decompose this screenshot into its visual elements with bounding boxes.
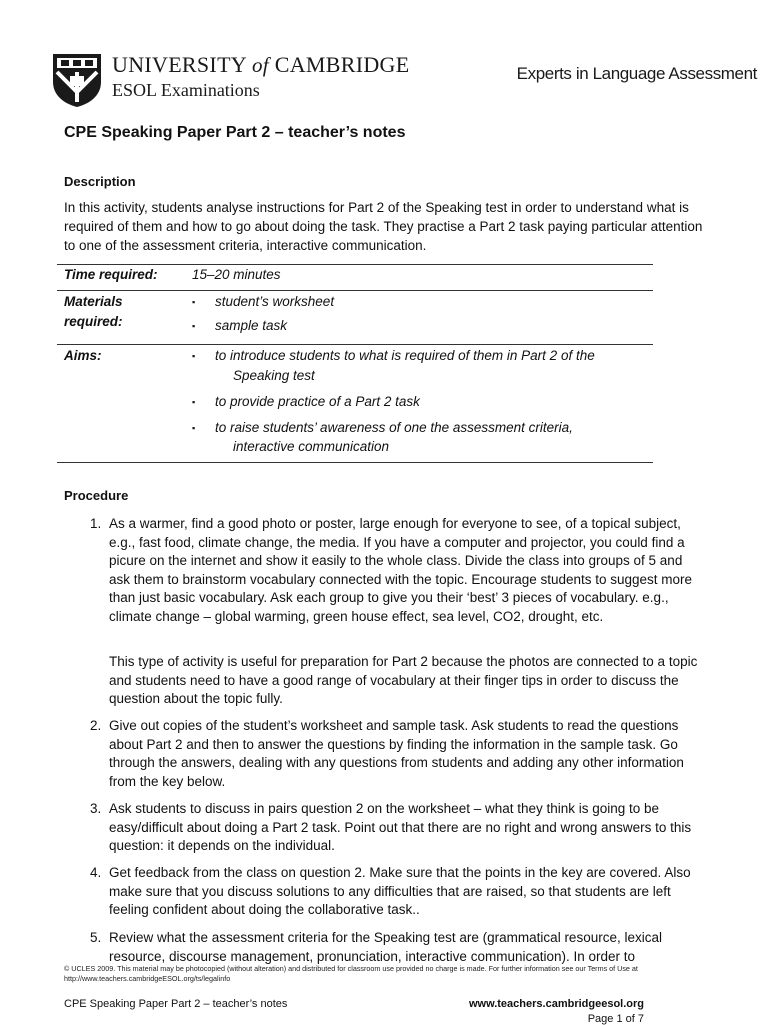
step-text: Get feedback from the class on question 2. Make sure that the points in the key are covered. Also make sure that you discuss solutions to any difficulties that are raised, so that students are left feeling confident about doing the collaborative task.. xyxy=(109,865,691,918)
esol-examinations: ESOL Examinations xyxy=(112,80,260,100)
copyright-notice: © UCLES 2009. This material may be photocopied (without alteration) and distributed for classroom use provided no charge is made. For further information see our Terms of Use at http://www.teachers.cambridgeESOL.org/ts/legalinfo xyxy=(64,964,638,983)
procedure-step xyxy=(72,653,702,709)
materials-label-2: required: xyxy=(64,314,123,329)
procedure-heading: Procedure xyxy=(64,488,129,503)
step-number: 1. xyxy=(90,516,102,531)
cambridge-crest-logo xyxy=(51,52,103,108)
university-name-post: CAMBRIDGE xyxy=(274,52,410,77)
step-text: This type of activity is useful for preparation for Part 2 because the photos are connected to a topic and students need to have a good range of vocabulary at their finger tips in order to discuss the question about the topic fully. xyxy=(109,654,698,707)
aim-item-line2: interactive communication xyxy=(233,439,390,454)
materials-item: student’s worksheet xyxy=(215,294,335,309)
materials-item: sample task xyxy=(215,318,288,333)
table-rule-2 xyxy=(57,344,653,345)
footer-website-link[interactable]: www.teachers.cambridgeesol.org xyxy=(468,998,644,1010)
description-heading: Description xyxy=(64,174,136,189)
university-name-pre: UNIVERSITY xyxy=(112,52,247,77)
aim-item-line1: to raise students’ awareness of one the assessment criteria, xyxy=(215,420,573,435)
step-number: 5. xyxy=(90,930,102,945)
step-number: 2. xyxy=(90,718,102,733)
bullet-marker: ▪ xyxy=(192,423,196,433)
bullet-marker: ▪ xyxy=(192,351,196,361)
header-tagline: Experts in Language Assessment xyxy=(516,64,757,83)
time-required-label: Time required: xyxy=(64,267,158,282)
step-text: Ask students to discuss in pairs question 2 on the worksheet – what they think is going to be easy/difficult about doing a Part 2 task. Point out that there are no right and wrong answers to this question: it depends on the individual. xyxy=(109,801,692,854)
description-text: In this activity, students analyse instructions for Part 2 of the Speaking test in order to understand what is required of them and how to go about doing the task. They practise a Part 2 task paying particular attention to one of the assessment criteria, interactive communication. xyxy=(64,200,703,253)
step-number: 3. xyxy=(90,801,102,816)
bullet-marker: ▪ xyxy=(192,321,196,331)
step-text: As a warmer, find a good photo or poster, large enough for everyone to see, of a topical subject, e.g., fast food, climate change, the media. If you have a computer and projector, you could find a picure on the internet and show it easily to the whole class. Divide the class into groups of 5 and ask them to brainstorm vocabulary connected with the topic. Encourage students to suggest more than just basic vocabulary. Ask each group to give you their ‘best’ 3 pieces of vocabulary. e.g., climate change – global warming, green house effect, sea level, CO2, drought, etc. xyxy=(109,516,693,624)
page-number: Page 1 of 7 xyxy=(587,1013,644,1025)
aim-item-line2: Speaking test xyxy=(233,368,315,383)
procedure-step xyxy=(72,929,702,966)
university-name-of: of xyxy=(252,53,269,77)
table-rule-bottom xyxy=(57,462,653,463)
procedure-step xyxy=(72,717,702,791)
procedure-step xyxy=(72,515,702,627)
materials-label-1: Materials xyxy=(64,294,123,309)
bullet-marker: ▪ xyxy=(192,297,196,307)
university-name xyxy=(112,52,409,78)
step-text: Review what the assessment criteria for the Speaking test are (grammatical resource, lexical resource, discourse management, pronunciation, interactive communication). In order to xyxy=(109,930,662,964)
aim-item-line1: to introduce students to what is required of them in Part 2 of the xyxy=(215,348,595,363)
table-rule-1 xyxy=(57,290,653,291)
procedure-step xyxy=(72,800,702,856)
aims-label: Aims: xyxy=(64,348,102,363)
document-title: CPE Speaking Paper Part 2 – teacher’s notes xyxy=(64,124,406,141)
procedure-step xyxy=(72,864,702,920)
step-text: Give out copies of the student’s worksheet and sample task. Ask students to read the questions about Part 2 and then to answer the questions by finding the information in the sample task. Go through the answers, dealing with any questions from students and adding any other information from the key below. xyxy=(109,718,684,789)
bullet-marker: ▪ xyxy=(192,397,196,407)
footer-document-title: CPE Speaking Paper Part 2 – teacher’s notes xyxy=(64,998,288,1010)
aim-item-line1: to provide practice of a Part 2 task xyxy=(215,394,420,409)
time-required-value: 15–20 minutes xyxy=(192,267,281,282)
step-number: 4. xyxy=(90,865,102,880)
